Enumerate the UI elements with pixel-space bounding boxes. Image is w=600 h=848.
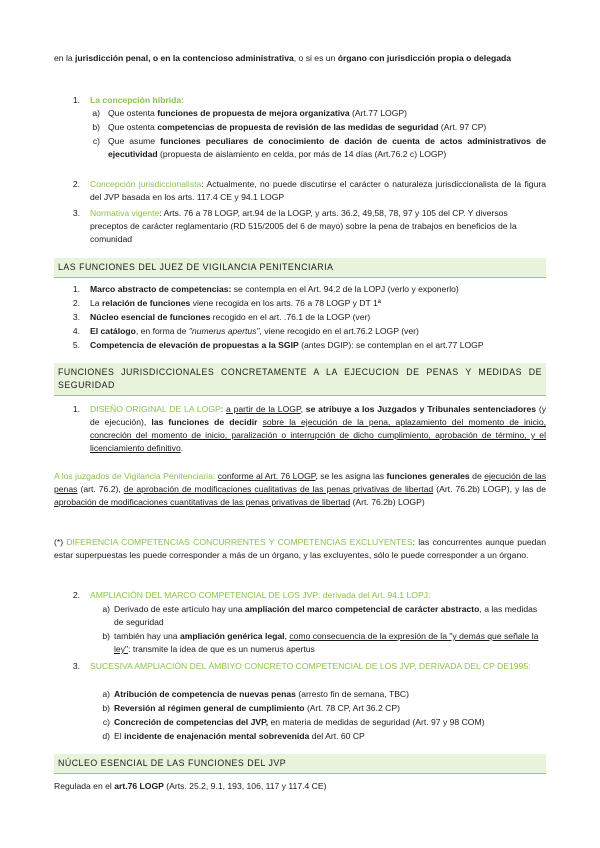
sub-letter: c) xyxy=(92,136,100,146)
list-item: El catálogo, en forma de "numerus apertus", viene recogido en el art.76.2 LOGP (ver) xyxy=(90,326,419,336)
sub-item: Que ostenta funciones de propuesta de mejora organizativa (Art.77 LOGP) xyxy=(108,108,407,118)
list-number: 2. xyxy=(72,179,80,189)
list-number: 1. xyxy=(72,95,80,105)
sub-item: también hay una ampliación genérica legal, como consecuencia de la expresión de la "y demás que señale la ley": transmite la idea de que es un numerus apertus xyxy=(114,631,539,654)
list-item: Competencia de elevación de propuestas a la SGIP (antes DGIP): se contemplan en el art.77 LOGP xyxy=(90,340,484,350)
list-number: 3. xyxy=(72,208,80,218)
list-item-title: SUCESIVA AMPLIACIÓN DEL ÁMBIYO CONCRETO COMPETENCIAL DE LOS JVP, DERIVADA DEL CP DE1995: xyxy=(90,661,531,671)
intro-paragraph xyxy=(54,52,546,65)
sub-item: Que ostenta competencias de propuesta de revisión de las medidas de seguridad (Art. 97 CP) xyxy=(108,122,487,132)
intro-text: en la xyxy=(54,53,76,63)
differences-paragraph: (*) DIFERENCIA COMPETENCIAS CONCURRENTES Y COMPETENCIAS EXCLUYENTES: las concurrentes aunque puedan estar superpuestas les puede corresponder a más de un órgano, y las excluyentes, sólo le puede corresponder a un órgano. xyxy=(54,537,546,560)
list-number: 3. xyxy=(72,661,80,671)
list-item-title: AMPLIACIÓN DEL MARCO COMPETENCIAL DE LOS JVP: derivada del Art. 94.1 LOPJ: xyxy=(90,590,431,600)
sub-item: Concreción de competencias del JVP, en materia de medidas de seguridad (Art. 97 y 98 COM) xyxy=(114,717,485,727)
section-heading: FUNCIONES JURISDICCIONALES CONCRETAMENTE A LA EJECUCION DE PENAS Y MEDIDAS DE SEGURIDAD xyxy=(54,363,546,396)
sub-letter: b) xyxy=(102,631,110,641)
intro-text: , o si es un xyxy=(293,53,338,63)
list-item: Normativa vigente: Arts. 76 a 78 LOGP, art.94 de la LOGP, y arts. 36.2, 49,58, 78, 97 y 105 del CP. Y diversos preceptos de carácter reglamentario (RD 515/2005 del 6 de mayo) sobre la pena de trabajos en beneficios de la comunidad xyxy=(90,208,517,244)
sub-letter: d) xyxy=(102,731,110,741)
sub-letter: b) xyxy=(92,122,100,132)
sub-letter: a) xyxy=(92,108,100,118)
list-item: DISEÑO ORIGINAL DE LA LOGP: a partir de la LOGP, se atribuye a los Juzgados y Tribunales sentenciadores (y de ejecución), las funciones de decidir sobre la ejecución de la pena, aplazamiento del momento de inicio, concreción del momento de inicio, paralización o interrupción de dicho cumplimiento, aprobación de término, y el licenciamiento definitivo. xyxy=(90,404,547,453)
list-item: Marco abstracto de competencias: se contempla en el Art. 94.2 de la LOPJ (verlo y exponerlo) xyxy=(90,284,459,294)
list-number: 5. xyxy=(72,340,80,350)
sub-letter: b) xyxy=(102,703,110,713)
list-number: 1. xyxy=(72,284,80,294)
sub-letter: a) xyxy=(102,604,110,614)
list-item: Núcleo esencial de funciones recogido en el art. .76.1 de la LOGP (ver) xyxy=(90,312,371,322)
section-heading: LAS FUNCIONES DEL JUEZ DE VIGILANCIA PENITENCIARIA xyxy=(54,258,546,278)
list-item: Concepción jurisdiccionalista: Actualmente, no puede discutirse el carácter o naturaleza jurisdiccionalista de la figura del JVP basada en los arts. 117.4 CE y 94.1 LOGP xyxy=(90,179,547,202)
list-number: 2. xyxy=(72,298,80,308)
sub-item: Que asume funciones peculiares de conocimiento de dación de cuenta de actos administrativos de ejecutividad (propuesta de aislamiento en celda, por más de 14 días (Art.76.2 c) LOGP) xyxy=(108,136,547,159)
list-number: 4. xyxy=(72,326,80,336)
list-item: La relación de funciones viene recogida en los arts. 76 a 78 LOGP y DT 1ª xyxy=(90,298,381,308)
sub-item: Reversión al régimen general de cumplimiento (Art. 78 CP, Art 36.2 CP) xyxy=(114,703,400,713)
sub-item: El incidente de enajenación mental sobrevenida del Art. 60 CP xyxy=(114,731,365,741)
intro-bold: órgano con jurisdicción propia o delegada xyxy=(337,53,512,63)
list-number: 3. xyxy=(72,312,80,322)
sub-letter: c) xyxy=(102,717,110,727)
sub-item: Atribución de competencia de nuevas penas (arresto fin de semana, TBC) xyxy=(114,689,409,699)
jvp-paragraph: A los juzgados de Vigilancia Penitenciaria: conforme al Art. 76 LOGP, se les asigna las funciones generales de ejecución de las penas (art. 76.2), de aprobación de modificaciones cualitativas de las penas privativas de libertad (Art. 76.2b) LOGP), y las de aprobación de modificaciones cuantitativas de las penas privativas de libertad (Art. 76.2b) LOGP) xyxy=(54,471,546,507)
sub-item: Derivado de este artículo hay una ampliación del marco competencial de carácter abstracto, a las medidas de seguridad xyxy=(114,604,538,627)
section-heading: NÚCLEO ESENCIAL DE LAS FUNCIONES DEL JVP xyxy=(54,754,546,774)
list-number: 1. xyxy=(72,404,80,414)
intro-bold: jurisdicción penal, o en la contencioso administrativa xyxy=(75,53,294,63)
list-number: 2. xyxy=(72,590,80,600)
sub-letter: a) xyxy=(102,689,110,699)
section3-paragraph: Regulada en el art.76 LOGP (Arts. 25.2, 9.1, 193, 106, 117 y 117.4 CE) xyxy=(54,781,327,791)
list-item-title: La concepción híbrida: xyxy=(90,95,185,105)
